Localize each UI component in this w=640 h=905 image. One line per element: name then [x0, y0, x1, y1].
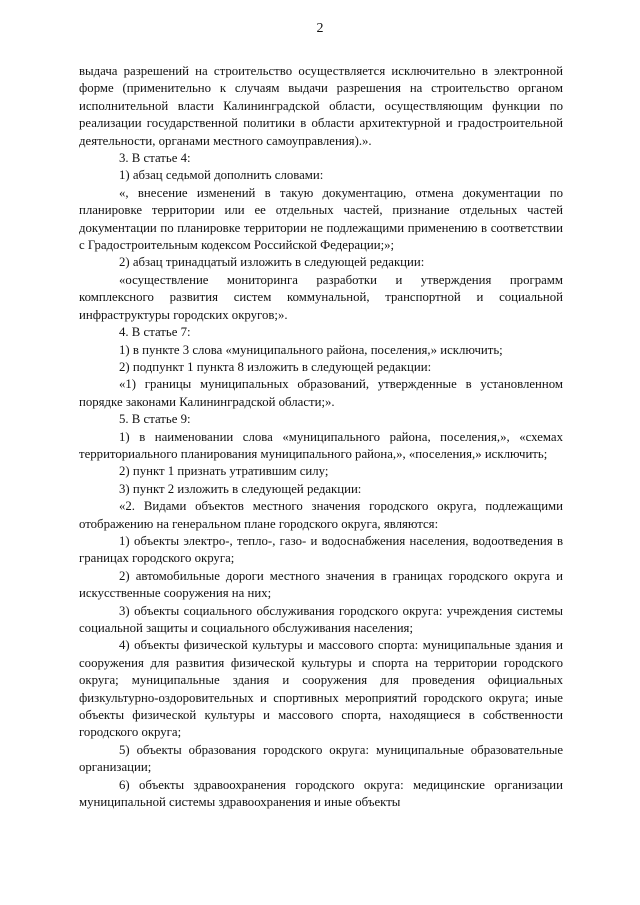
paragraph: 2) подпункт 1 пункта 8 изложить в следующей редакции:	[119, 359, 432, 374]
paragraph: 4) объекты физической культуры и массового спорта: муниципальные здания и сооружения для развития физической культуры и спорта на территории городского округа; муниципальные здания и сооружения для проведения официальных физкультурно-оздоровительных и спортивных мероприятий городского округа; иные объекты физической культуры и массового спорта, находящиеся в собственности городского округа;	[79, 638, 563, 740]
paragraph: 6) объекты здравоохранения городского округа: медицинские организации муниципальной системы здравоохранения и иные объекты	[79, 777, 563, 810]
paragraph-article-7-heading: 4. В статье 7:	[119, 325, 191, 340]
paragraph: 3) пункт 2 изложить в следующей редакции:	[119, 481, 362, 496]
document-body	[79, 63, 563, 811]
paragraph: 1) в наименовании слова «муниципального района, поселения,», «схемах территориального планирования муниципального района,», «поселения,» исключить;	[79, 429, 563, 461]
paragraph-continuation: выдача разрешений на строительство осуществляется исключительно в электронной форме (применительно к случаям выдачи разрешения на строительство органом исполнительной власти Калининградской области, осуществляющим функции по реализации государственной политики в области архитектурной и градостроительной деятельности, органами местного самоуправления).».	[79, 64, 563, 148]
paragraph: 1) абзац седьмой дополнить словами:	[119, 168, 324, 183]
paragraph: «осуществление мониторинга разработки и утверждения программ комплексного развития систем коммунальной, транспортной и социальной инфраструктуры городских округов;».	[79, 272, 563, 322]
paragraph: 2) автомобильные дороги местного значения в границах городского округа и искусственные сооружения на них;	[79, 568, 563, 601]
paragraph: 1) объекты электро-, тепло-, газо- и водоснабжения населения, водоотведения в границах городского округа;	[79, 533, 563, 566]
paragraph: 2) пункт 1 признать утратившим силу;	[119, 464, 329, 479]
paragraph: «2. Видами объектов местного значения городского округа, подлежащими отображению на генеральном плане городского округа, являются:	[79, 499, 563, 531]
paragraph: «, внесение изменений в такую документацию, отмена документации по планировке территории или ее отдельных частей, признание отдельных частей документации по планировке территории не подлежащими применению в соответствии с Градостроительным кодексом Российской Федерации;»;	[79, 185, 563, 253]
paragraph-article-4-heading: 3. В статье 4:	[119, 151, 191, 166]
page-number: 2	[316, 21, 324, 36]
paragraph: 1) в пункте 3 слова «муниципального района, поселения,» исключить;	[119, 342, 503, 357]
paragraph: 2) абзац тринадцатый изложить в следующей редакции:	[119, 255, 425, 270]
paragraph: 5) объекты образования городского округа: муниципальные образовательные организации;	[79, 742, 563, 775]
paragraph: 3) объекты социального обслуживания городского округа: учреждения системы социальной защиты и социального обслуживания населения;	[79, 603, 563, 635]
paragraph-article-9-heading: 5. В статье 9:	[119, 412, 191, 427]
paragraph: «1) границы муниципальных образований, утвержденные в установленном порядке законами Калининградской области;».	[79, 377, 563, 409]
